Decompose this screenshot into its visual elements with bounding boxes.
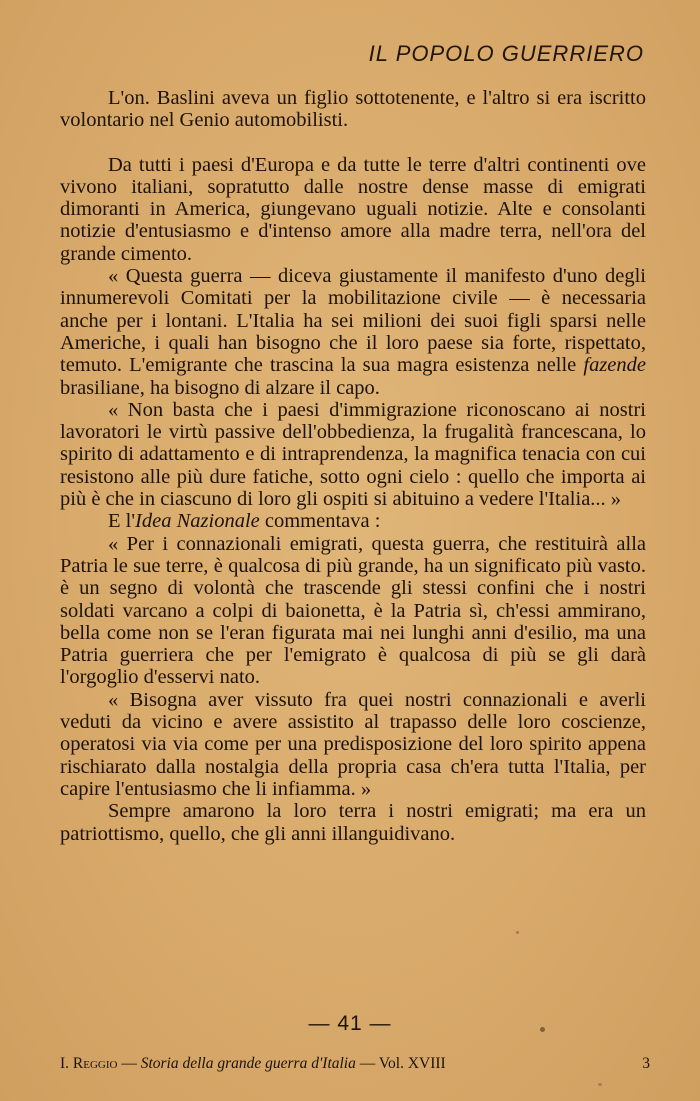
footer-left [60, 1055, 446, 1073]
paragraph-4: « Non basta che i paesi d'immigrazione riconoscano ai nostri lavoratori le virtù passive dell'obbedienza, la frugalità francescana, lo spirito di adattamento e di intraprendenza, la magnifica tenacia con cui resistono alle più dure fatiche, sotto ogni cielo : quello che importa ai più è che in ciascuno di loro gli ospiti si abituino a vedere l'Italia... » [60, 398, 646, 511]
ink-speck [598, 1083, 602, 1086]
running-head: IL POPOLO GUERRIERO [368, 41, 644, 66]
footer-sep: — [117, 1055, 141, 1072]
ink-speck [540, 1027, 545, 1032]
paragraph-6: « Per i connazionali emigrati, questa guerra, che restituirà alla Patria le sue terre, è qualcosa di più grande, ha un significato più vasto. è un segno di volontà che trascende gli stessi confini che i nostri soldati varcano a colpi di baionetta, è la Patria sì, ch'essi ammirano, bella come non se l'eran figurata mai nei lunghi anni d'esilio, ma una Patria guerriera che per l'emigrato è qualcosa di più se gli darà l'orgoglio d'esservi nato. [60, 532, 646, 689]
paragraph-7: « Bisogna aver vissuto fra quei nostri connazionali e averli veduti da vicino e avere assistito al trapasso delle loro coscienze, operatosi via via come per una predisposizione del loro spirito appena rischiarato dalla nostalgia della propria casa ch'era tutta l'Italia, per capire l'entusiasmo che li infiamma. » [60, 688, 646, 800]
paragraph-2: Da tutti i paesi d'Europa e da tutte le terre d'altri continenti ove vivono italiani, sopratutto dalle nostre dense masse di emigrati dimoranti in America, giungevano uguali notizie. Alte e consolanti notizie d'entusiasmo e d'intenso amore alla madre terra, nell'ora del grande cimento. [60, 153, 646, 265]
paragraph-5-tail: commentava : [259, 510, 381, 533]
paragraph-3-tail: brasiliane, ha bisogno di alzare il capo. [60, 376, 380, 399]
paragraph-5-lead: E l' [108, 510, 136, 533]
footer-citation [60, 1055, 650, 1073]
paragraph-3-main: « Questa guerra — diceva giustamente il manifesto d'uno degli innumerevoli Comitati per la mobilitazione civile — è necessaria anche per i lontani. L'Italia ha sei milioni dei suoi figli sparsi nelle Americhe, i quali han bisogno che il loro paese sia forte, rispettato, temuto. L'emigrante che trascina la sua magra esistenza nelle [60, 265, 646, 377]
footer-signature: 3 [642, 1055, 650, 1072]
paragraph-1: L'on. Baslini aveva un figlio sottotenente, e l'altro si era iscritto volontario nel Genio automobilisti. [60, 87, 646, 132]
ink-speck [516, 931, 519, 934]
paragraph-8: Sempre amarono la loro terra i nostri emigrati; ma era un patriottismo, quello, che gli anni illanguidivano. [60, 800, 646, 845]
page-number: — 41 — [308, 1012, 392, 1035]
paragraph-3 [60, 265, 646, 399]
body-text [60, 87, 646, 845]
paragraph-3-italic: fazende [583, 354, 646, 377]
footer-author: I. Reggio [60, 1055, 118, 1072]
paragraph-5 [60, 510, 646, 532]
footer-volume: — Vol. XVIII [355, 1055, 446, 1072]
footer-title: Storia della grande guerra d'Italia [140, 1055, 356, 1072]
paragraph-5-italic: Idea Nazionale [135, 510, 260, 533]
